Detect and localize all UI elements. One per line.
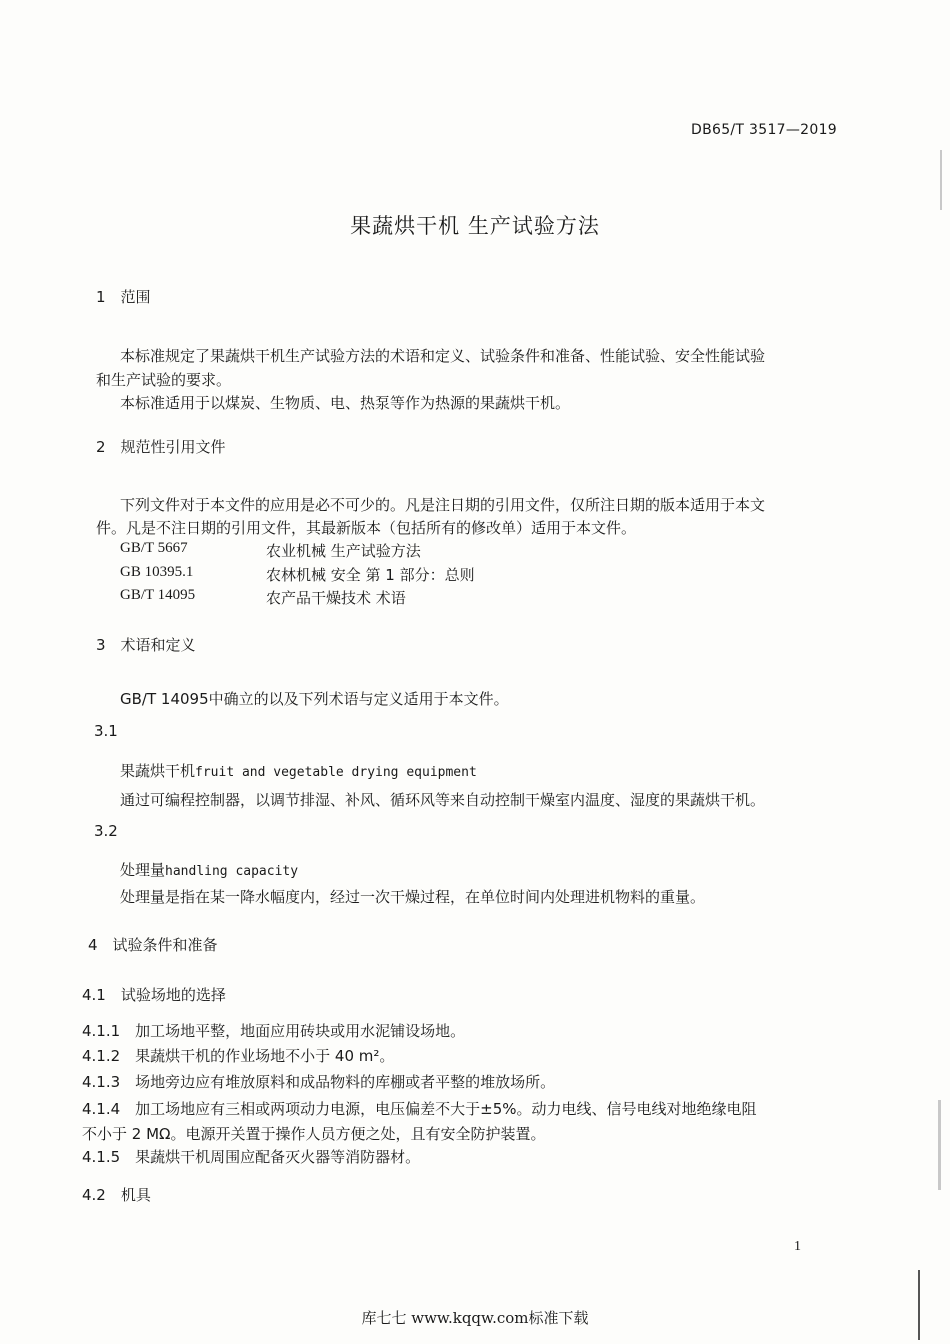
reference-code: GB/T 5667 <box>120 540 188 556</box>
subsection-4-2-heading: 4.2 机具 <box>82 1186 151 1204</box>
term-3-1-english: fruit and vegetable drying equipment <box>195 765 477 780</box>
term-3-1-definition: 通过可编程控制器，以调节排湿、补风、循环风等来自动控制干燥室内温度、湿度的果蔬烘干机。 <box>120 791 766 809</box>
clause-4-1-4-line-1: 4.1.4 加工场地应有三相或两项动力电源，电压偏差不大于±5%。动力电线、信号电线对地绝缘电阻 <box>82 1100 757 1118</box>
scan-edge-mark <box>938 1100 941 1190</box>
section-1-paragraph-1-line-1: 本标准规定了果蔬烘干机生产试验方法的术语和定义、试验条件和准备、性能试验、安全性能试验 <box>120 347 766 365</box>
section-1-paragraph-1-line-2: 和生产试验的要求。 <box>96 371 232 389</box>
term-3-2-number: 3.2 <box>94 822 118 840</box>
term-3-2-title <box>120 859 298 880</box>
reference-title: 农产品干燥技术 术语 <box>266 589 406 607</box>
section-3-heading: 3 术语和定义 <box>96 636 196 654</box>
scan-edge-mark <box>940 150 942 210</box>
section-3-intro: GB/T 14095中确立的以及下列术语与定义适用于本文件。 <box>120 690 509 708</box>
section-2-paragraph-line-2: 件。凡是不注日期的引用文件，其最新版本（包括所有的修改单）适用于本文件。 <box>96 519 637 537</box>
reference-code: GB/T 14095 <box>120 587 196 603</box>
term-3-1-number: 3.1 <box>94 722 118 740</box>
document-title: 果蔬烘干机 生产试验方法 <box>350 214 600 238</box>
watermark-footer: 库七七 www.kqqw.com标准下载 <box>361 1309 589 1327</box>
clause-4-1-1: 4.1.1 加工场地平整，地面应用砖块或用水泥铺设场地。 <box>82 1022 466 1040</box>
section-2-paragraph-line-1: 下列文件对于本文件的应用是必不可少的。凡是注日期的引用文件，仅所注日期的版本适用于本文 <box>120 496 766 514</box>
term-3-2-english: handling capacity <box>165 864 299 879</box>
reference-title: 农业机械 生产试验方法 <box>266 542 421 560</box>
page-number: 1 <box>794 1239 801 1254</box>
section-1-paragraph-2: 本标准适用于以煤炭、生物质、电、热泵等作为热源的果蔬烘干机。 <box>120 394 571 412</box>
section-2-heading: 2 规范性引用文件 <box>96 438 226 456</box>
section-4-heading: 4 试验条件和准备 <box>88 936 218 954</box>
section-1-heading: 1 范围 <box>96 288 151 306</box>
term-3-1-chinese: 果蔬烘干机 <box>120 762 196 780</box>
subsection-4-1-heading: 4.1 试验场地的选择 <box>82 986 226 1004</box>
term-3-2-definition: 处理量是指在某一降水幅度内，经过一次干燥过程，在单位时间内处理进机物料的重量。 <box>120 888 706 906</box>
reference-title: 农林机械 安全 第 1 部分：总则 <box>266 566 475 584</box>
term-3-2-chinese: 处理量 <box>120 861 166 879</box>
term-3-1-title <box>120 760 477 781</box>
clause-4-1-4-line-2: 不小于 2 MΩ。电源开关置于操作人员方便之处，且有安全防护装置。 <box>82 1125 546 1143</box>
clause-4-1-2: 4.1.2 果蔬烘干机的作业场地不小于 40 m²。 <box>82 1047 395 1065</box>
scan-edge-mark <box>918 1270 920 1340</box>
standard-number: DB65/T 3517—2019 <box>691 122 837 138</box>
clause-4-1-3: 4.1.3 场地旁边应有堆放原料和成品物料的库棚或者平整的堆放场所。 <box>82 1073 556 1091</box>
clause-4-1-5: 4.1.5 果蔬烘干机周围应配备灭火器等消防器材。 <box>82 1148 421 1166</box>
reference-code: GB 10395.1 <box>120 564 194 580</box>
